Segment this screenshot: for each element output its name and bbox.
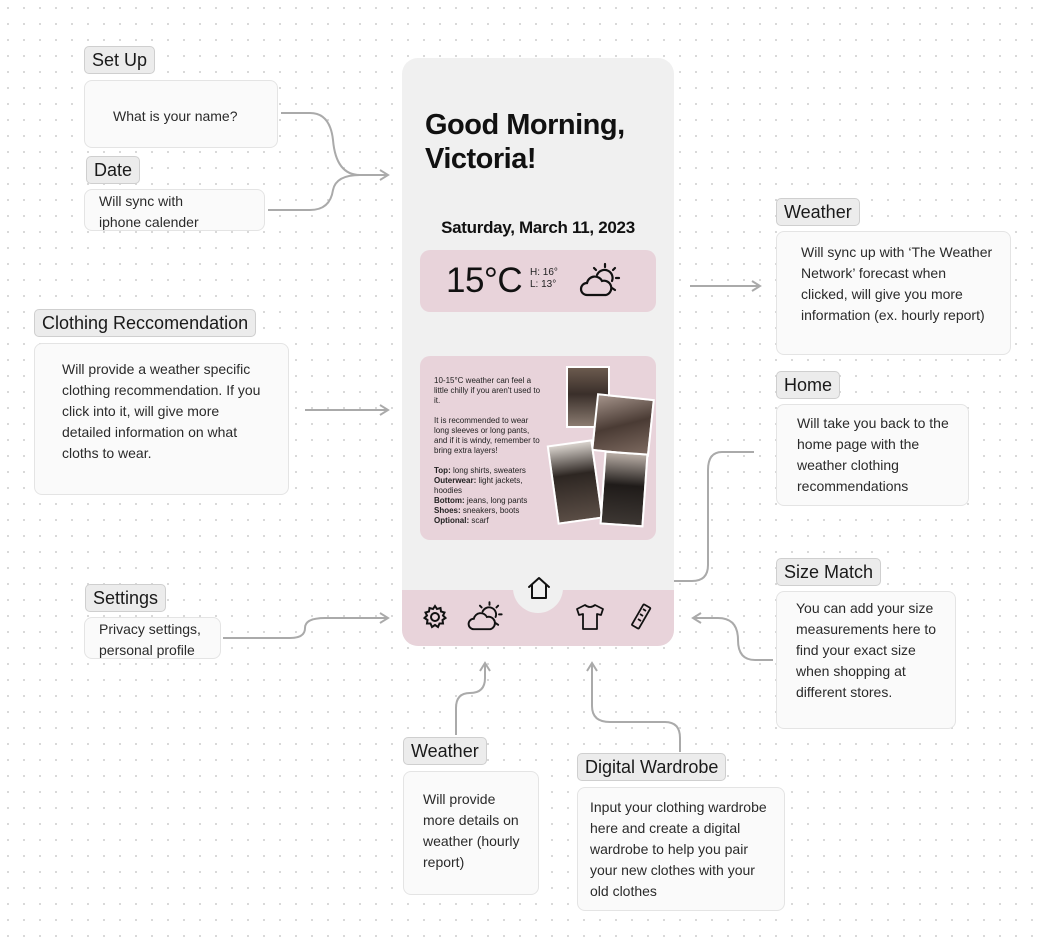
weather-card[interactable] — [420, 250, 656, 312]
wardrobe-card — [577, 787, 785, 911]
weather-bottom-text: Will provide more details on weather (hourly report) — [423, 791, 520, 870]
phone-screen — [402, 58, 674, 646]
size-match-label: Size Match — [776, 558, 881, 586]
clothing-text: Will provide a weather specific clothing recommendation. If you click into it, will give more detailed information on what cloths to wear. — [62, 361, 261, 461]
outfit-photo — [599, 451, 648, 528]
clothing-label: Clothing Reccomendation — [34, 309, 256, 337]
setup-text: What is your name? — [113, 108, 238, 124]
date-text: Will sync with iphone calender — [99, 193, 199, 230]
weather-right-label: Weather — [776, 198, 860, 226]
settings-label: Settings — [85, 584, 166, 612]
weather-bottom-label: Weather — [403, 737, 487, 765]
high-low — [530, 267, 558, 291]
settings-card — [84, 617, 221, 659]
clothing-item: Bottom: jeans, long pants — [434, 496, 528, 505]
tshirt-icon[interactable] — [575, 603, 605, 631]
size-match-card — [776, 591, 956, 729]
clothing-item: Shoes: sneakers, boots — [434, 506, 520, 515]
clothing-item: Outerwear: light jackets, hoodies — [434, 476, 523, 495]
partly-cloudy-icon[interactable] — [466, 600, 506, 634]
wardrobe-label: Digital Wardrobe — [577, 753, 726, 781]
wardrobe-text: Input your clothing wardrobe here and create a digital wardrobe to help you pair your new clothes with your old clothes — [590, 799, 767, 899]
date-label: Date — [86, 156, 140, 184]
clothing-advice: It is recommended to wear long sleeves or long pants, and if it is windy, remember to bring extra layers! — [434, 416, 540, 455]
setup-label: Set Up — [84, 46, 155, 74]
home-card — [776, 404, 969, 506]
temperature: 15°C — [446, 261, 523, 300]
outfit-photo — [591, 393, 655, 457]
home-text: Will take you back to the home page with the weather clothing recommendations — [797, 415, 949, 494]
gear-icon[interactable] — [421, 603, 449, 631]
clothing-item: Optional: scarf — [434, 516, 489, 525]
setup-card — [84, 80, 278, 148]
clothing-text-block — [434, 376, 544, 526]
weather-right-card — [776, 231, 1011, 355]
greeting-title: Good Morning, Victoria! — [425, 109, 625, 175]
clothing-card — [34, 343, 289, 495]
weather-right-text: Will sync up with ‘The Weather Network’ forecast when clicked, will give you more information (ex. hourly report) — [801, 244, 993, 323]
date-card — [84, 189, 265, 231]
ruler-icon[interactable] — [629, 603, 655, 631]
clothing-item: Top: long shirts, sweaters — [434, 466, 526, 475]
home-icon — [526, 575, 552, 601]
high-temp: H: 16° — [530, 267, 558, 278]
size-match-text: You can add your size measurements here to find your exact size when shopping at different stores. — [796, 600, 937, 700]
home-label: Home — [776, 371, 840, 399]
clothing-intro: 10-15°C weather can feel a little chilly if you aren't used to it. — [434, 376, 541, 405]
settings-text: Privacy settings, personal profile — [99, 621, 201, 658]
clothing-recommendation-card[interactable] — [420, 356, 656, 540]
current-date: Saturday, March 11, 2023 — [441, 218, 635, 237]
weather-bottom-card — [403, 771, 539, 895]
low-temp: L: 13° — [530, 279, 557, 290]
partly-cloudy-icon — [578, 262, 624, 300]
home-button[interactable] — [513, 563, 563, 613]
outfit-photo — [547, 439, 604, 525]
